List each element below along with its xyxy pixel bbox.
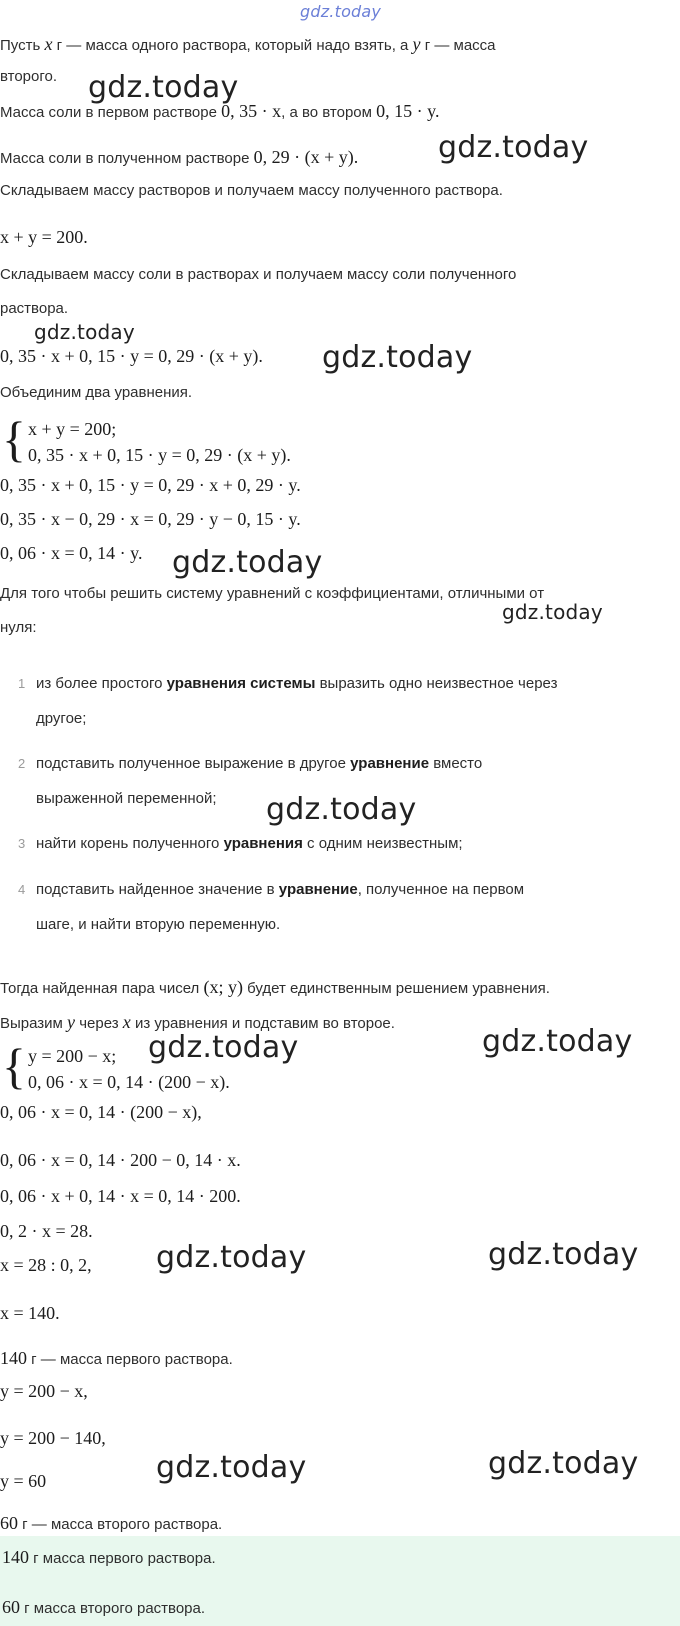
system-2-line-2: 0, 06 · x = 0, 14 · (200 − x). xyxy=(28,1072,230,1092)
equation-4: 0, 35 · x − 0, 29 · x = 0, 29 · y − 0, 15 · y. xyxy=(0,509,301,529)
equation-8: 0, 06 · x + 0, 14 · x = 0, 14 · 200. xyxy=(0,1186,241,1206)
step-3-line-1 xyxy=(36,833,670,855)
text: г — масса второго раствора. xyxy=(18,1516,223,1533)
step-4-line-2: шаге, и найти вторую переменную. xyxy=(36,916,281,933)
text: из более простого xyxy=(36,675,167,692)
watermark: gdz.today xyxy=(488,1237,639,1272)
step-2-line-2: выраженной переменной; xyxy=(36,790,217,807)
second-mass-text xyxy=(0,1512,680,1536)
text: раствора. xyxy=(0,300,69,317)
equation-9: 0, 2 · x = 28. xyxy=(0,1221,93,1241)
step-4-line-1 xyxy=(36,879,670,901)
watermark: gdz.today xyxy=(266,792,417,827)
equation-2: 0, 35 · x + 0, 15 · y = 0, 29 · (x + y). xyxy=(0,346,263,366)
text: Тогда найденная пара чисел xyxy=(0,980,204,997)
text: Объединим два уравнения. xyxy=(0,384,193,401)
equation-14: y = 60 xyxy=(0,1471,47,1491)
watermark: gdz.today xyxy=(148,1030,299,1065)
equation-5: 0, 06 · x = 0, 14 · y. xyxy=(0,543,143,563)
text: Пусть xyxy=(0,37,45,54)
math: 0, 15 · y. xyxy=(376,101,440,121)
step-1-line-2: другое; xyxy=(36,710,87,727)
text-bold: уравнение xyxy=(350,755,430,772)
equation-6: 0, 06 · x = 0, 14 · (200 − x), xyxy=(0,1102,202,1122)
math: 0, 29 · (x + y). xyxy=(253,147,359,167)
text-bold: уравнения xyxy=(223,835,303,852)
text: через xyxy=(75,1015,123,1032)
math: 140 xyxy=(2,1547,29,1567)
text: вместо xyxy=(429,755,483,772)
step-number: 2 xyxy=(18,756,26,771)
salt-first-second xyxy=(0,100,680,124)
equation-3: 0, 35 · x + 0, 15 · y = 0, 29 · x + 0, 29 · y. xyxy=(0,475,301,495)
math: 60 xyxy=(2,1597,20,1617)
watermark: gdz.today xyxy=(172,545,323,580)
text: подставить полученное выражение в другое xyxy=(36,755,351,772)
math: 140 xyxy=(0,1348,27,1368)
text: из уравнения и подставим во второе. xyxy=(130,1015,395,1032)
text: Складываем массу соли в растворах и получаем массу соли полученного xyxy=(0,266,517,283)
text: г — масса xyxy=(420,37,496,54)
equation-13: y = 200 − 140, xyxy=(0,1428,106,1448)
math-x: x xyxy=(122,1012,131,1032)
answer-line-2 xyxy=(2,1596,680,1620)
text: выразить одно неизвестное через xyxy=(315,675,558,692)
text: Масса соли в первом растворе xyxy=(0,104,222,121)
mass-sum-text xyxy=(0,180,680,202)
watermark: gdz.today xyxy=(88,70,239,105)
text-bold: уравнения системы xyxy=(166,675,316,692)
math: 0, 35 · x xyxy=(221,101,282,121)
math-y: y xyxy=(67,1012,76,1032)
text: г масса второго раствора. xyxy=(20,1600,206,1617)
salt-sum-text-2 xyxy=(0,298,680,320)
text: г — масса первого раствора. xyxy=(27,1351,233,1368)
watermark: gdz.today xyxy=(438,130,589,165)
answer-line-1 xyxy=(2,1546,680,1570)
unique-solution-text xyxy=(0,976,680,1000)
system-brace: { xyxy=(2,1038,26,1094)
text: г — масса одного раствора, который надо взять, а xyxy=(52,37,413,54)
math: 60 xyxy=(0,1513,18,1533)
step-number: 3 xyxy=(18,836,26,851)
equation-7: 0, 06 · x = 0, 14 · 200 − 0, 14 · x. xyxy=(0,1150,241,1170)
watermark: gdz.today xyxy=(156,1240,307,1275)
text: нуля: xyxy=(0,619,37,636)
step-2-line-1 xyxy=(36,753,670,775)
watermark: gdz.today xyxy=(34,320,135,344)
text: подставить найденное значение в xyxy=(36,881,279,898)
intro-line-1 xyxy=(0,33,680,57)
text: Для того чтобы решить систему уравнений с коэффициентами, отличными от xyxy=(0,585,545,602)
system-2-line-1: y = 200 − x; xyxy=(28,1046,117,1066)
combine-text xyxy=(0,382,680,404)
answer-box xyxy=(0,1536,680,1626)
first-mass-text xyxy=(0,1347,680,1371)
text: Выразим xyxy=(0,1015,68,1032)
text: с одним неизвестным; xyxy=(302,835,463,852)
equation-10: x = 28 : 0, 2, xyxy=(0,1255,92,1275)
math: (x; y) xyxy=(203,977,243,997)
watermark: gdz.today xyxy=(156,1450,307,1485)
text: будет единственным решением уравнения. xyxy=(242,980,550,997)
step-number: 4 xyxy=(18,882,26,897)
text: Складываем массу растворов и получаем массу полученного раствора. xyxy=(0,182,503,199)
math-y: y xyxy=(412,34,421,54)
text-bold: уравнение xyxy=(278,881,358,898)
watermark: gdz.today xyxy=(482,1024,633,1059)
watermark-top: gdz.today xyxy=(300,2,382,21)
text: Масса соли в полученном растворе xyxy=(0,150,254,167)
step-number: 1 xyxy=(18,676,26,691)
math-x: x xyxy=(44,34,53,54)
equation-11: x = 140. xyxy=(0,1303,60,1323)
text: второго. xyxy=(0,68,58,85)
text: , а во втором xyxy=(281,104,377,121)
watermark: gdz.today xyxy=(502,600,603,624)
step-1-line-1 xyxy=(36,673,670,695)
text: г масса первого раствора. xyxy=(29,1550,216,1567)
equation-12: y = 200 − x, xyxy=(0,1381,88,1401)
text: найти корень полученного xyxy=(36,835,224,852)
watermark: gdz.today xyxy=(322,340,473,375)
equation-1: x + y = 200. xyxy=(0,227,88,247)
system-brace: { xyxy=(2,411,26,467)
text: , полученное на первом xyxy=(357,881,525,898)
salt-sum-text-1 xyxy=(0,264,680,286)
system-1-line-1: x + y = 200; xyxy=(28,419,117,439)
system-1-line-2: 0, 35 · x + 0, 15 · y = 0, 29 · (x + y). xyxy=(28,445,291,465)
watermark: gdz.today xyxy=(488,1446,639,1481)
